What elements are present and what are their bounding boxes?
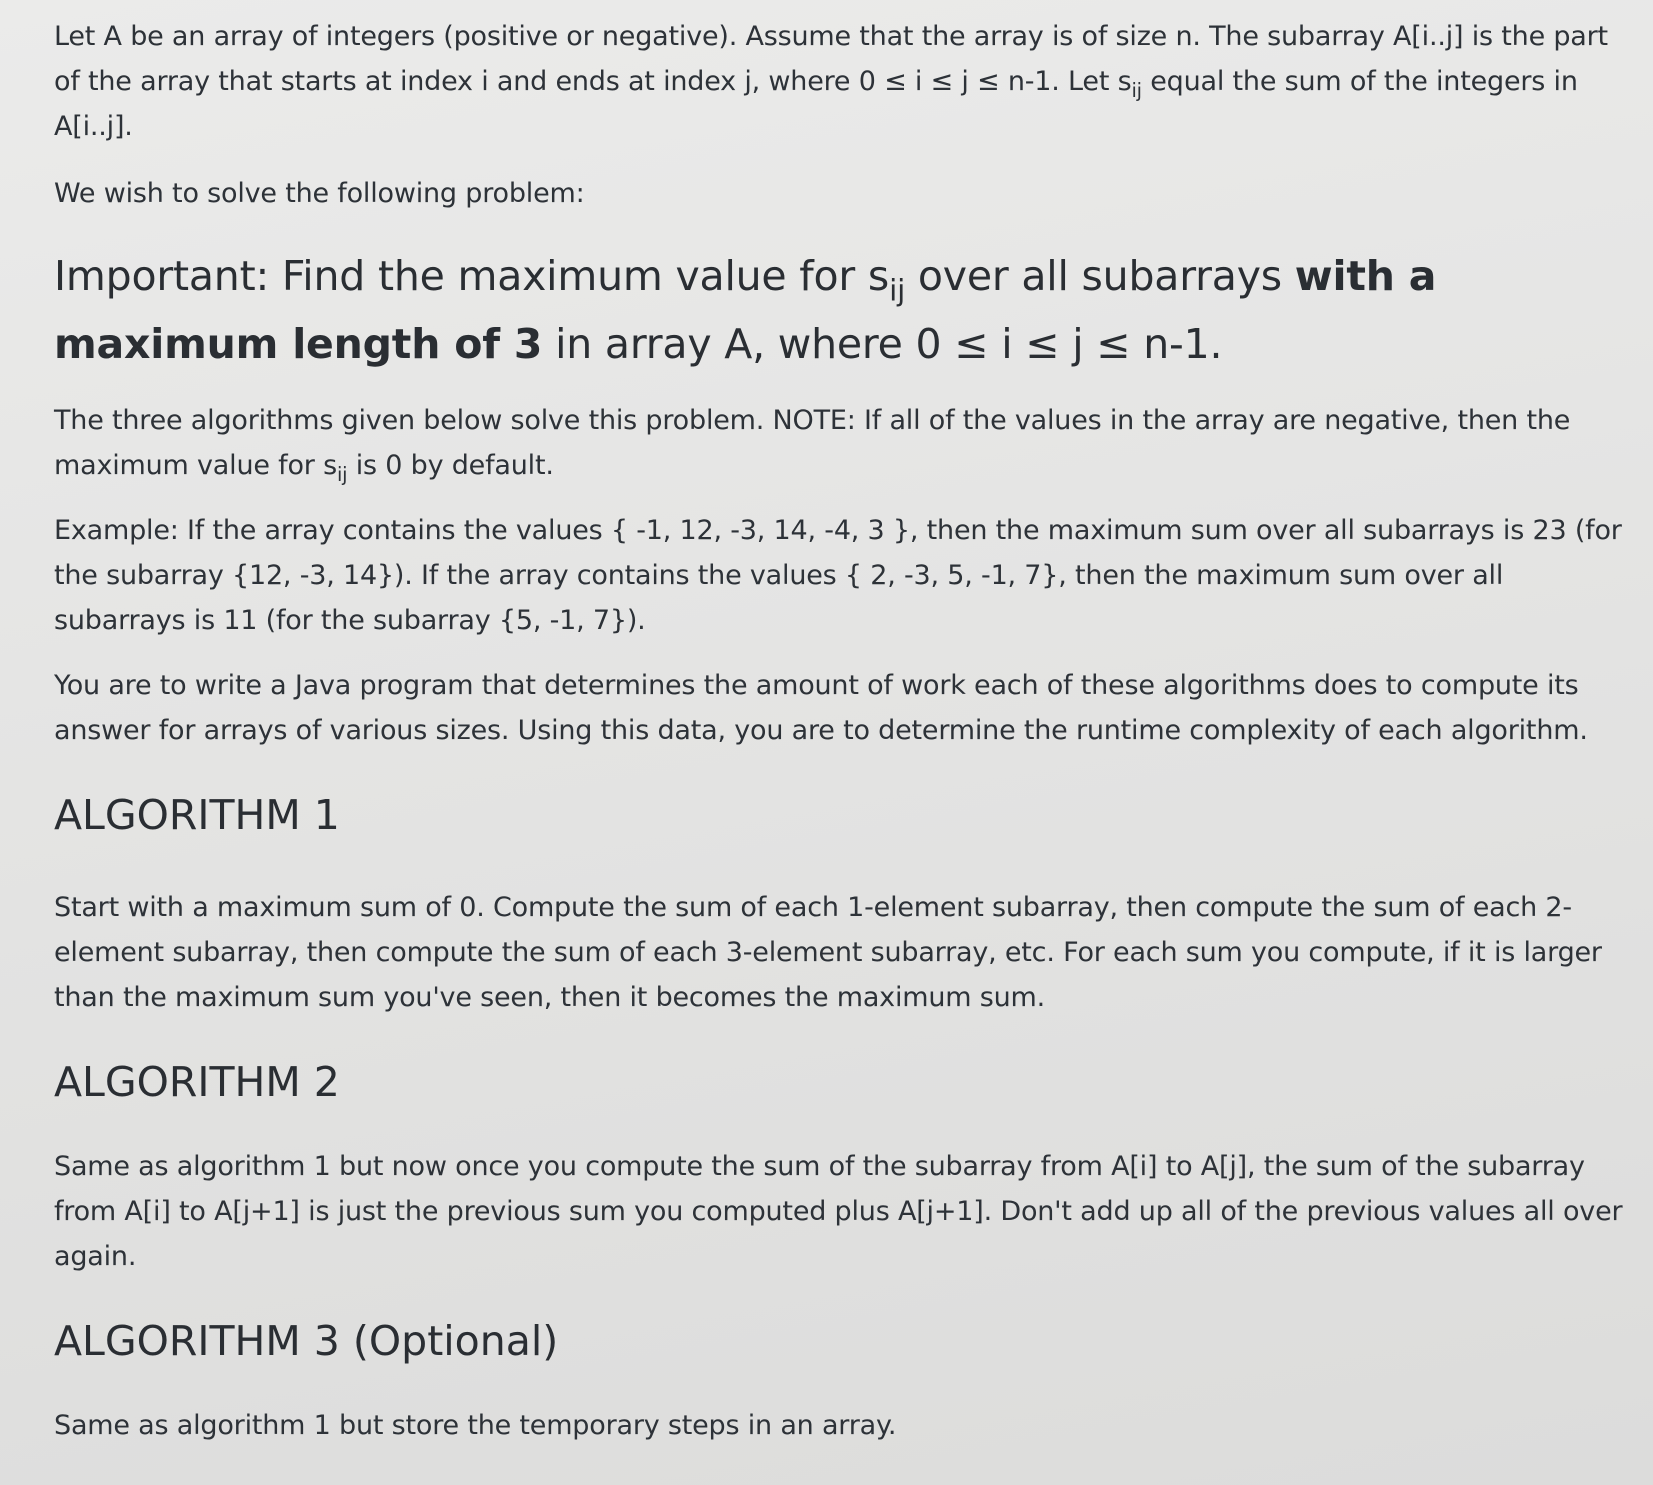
algorithm-3-description: Same as algorithm 1 but store the temporary steps in an array. bbox=[54, 1410, 897, 1441]
algorithm-2-heading: ALGORITHM 2 bbox=[54, 1058, 340, 1106]
note-subscript: ij bbox=[336, 462, 348, 486]
important-text-3: in array A, where 0 ≤ i ≤ j ≤ n-1. bbox=[542, 320, 1223, 368]
problem-intro: We wish to solve the following problem: bbox=[54, 178, 585, 209]
intro-subscript: ij bbox=[1131, 78, 1142, 102]
important-text-1: Important: Find the maximum value for s bbox=[54, 252, 890, 300]
note-paragraph bbox=[54, 398, 1634, 488]
document-page bbox=[54, 14, 1634, 1448]
algorithm-2-description: Same as algorithm 1 but now once you compute the sum of the subarray from A[i] to A[j], the sum of the subarray from A[i] to A[j+1] is just the previous sum you computed plus A[j+1]. Don't add up all of the previous values all over again. bbox=[54, 1151, 1623, 1272]
intro-paragraph bbox=[54, 14, 1634, 149]
algorithm-1-heading: ALGORITHM 1 bbox=[54, 791, 340, 839]
note-text-1: The three algorithms given below solve this problem. NOTE: If all of the values in the array are negative, then the maximum value for s bbox=[54, 405, 1571, 481]
intro-text-2: equal the sum of the integers in A[i..j]. bbox=[54, 66, 1578, 142]
important-text-2: over all subarrays bbox=[905, 252, 1295, 300]
example-paragraph: Example: If the array contains the values { -1, 12, -3, 14, -4, 3 }, then the maximum sum over all subarrays is 23 (for the subarray {12, -3, 14}). If the array contains the values { 2, -3, 5, -1, 7}, then the maximum sum over all subarrays is 11 (for the subarray {5, -1, 7}). bbox=[54, 515, 1622, 636]
algorithm-3-heading: ALGORITHM 3 (Optional) bbox=[54, 1317, 559, 1365]
important-subscript: ij bbox=[889, 273, 906, 308]
intro-text-1: Let A be an array of integers (positive or negative). Assume that the array is of size n. The subarray A[i..j] is the part of the array that starts at index i and ends at index j, where 0 ≤ i ≤ j ≤ n-1. Let s bbox=[54, 21, 1608, 97]
important-statement bbox=[54, 242, 1634, 378]
task-paragraph: You are to write a Java program that determines the amount of work each of these algorithms does to compute its answer for arrays of various sizes. Using this data, you are to determine the runtime complexity of each algorithm. bbox=[54, 670, 1588, 746]
important-bold: with a maximum length of 3 bbox=[54, 252, 1437, 368]
algorithm-1-description: Start with a maximum sum of 0. Compute the sum of each 1-element subarray, then compute the sum of each 2-element subarray, then compute the sum of each 3-element subarray, etc. For each sum you compute, if it is larger than the maximum sum you've seen, then it becomes the maximum sum. bbox=[54, 892, 1602, 1013]
note-text-2: is 0 by default. bbox=[347, 450, 554, 481]
